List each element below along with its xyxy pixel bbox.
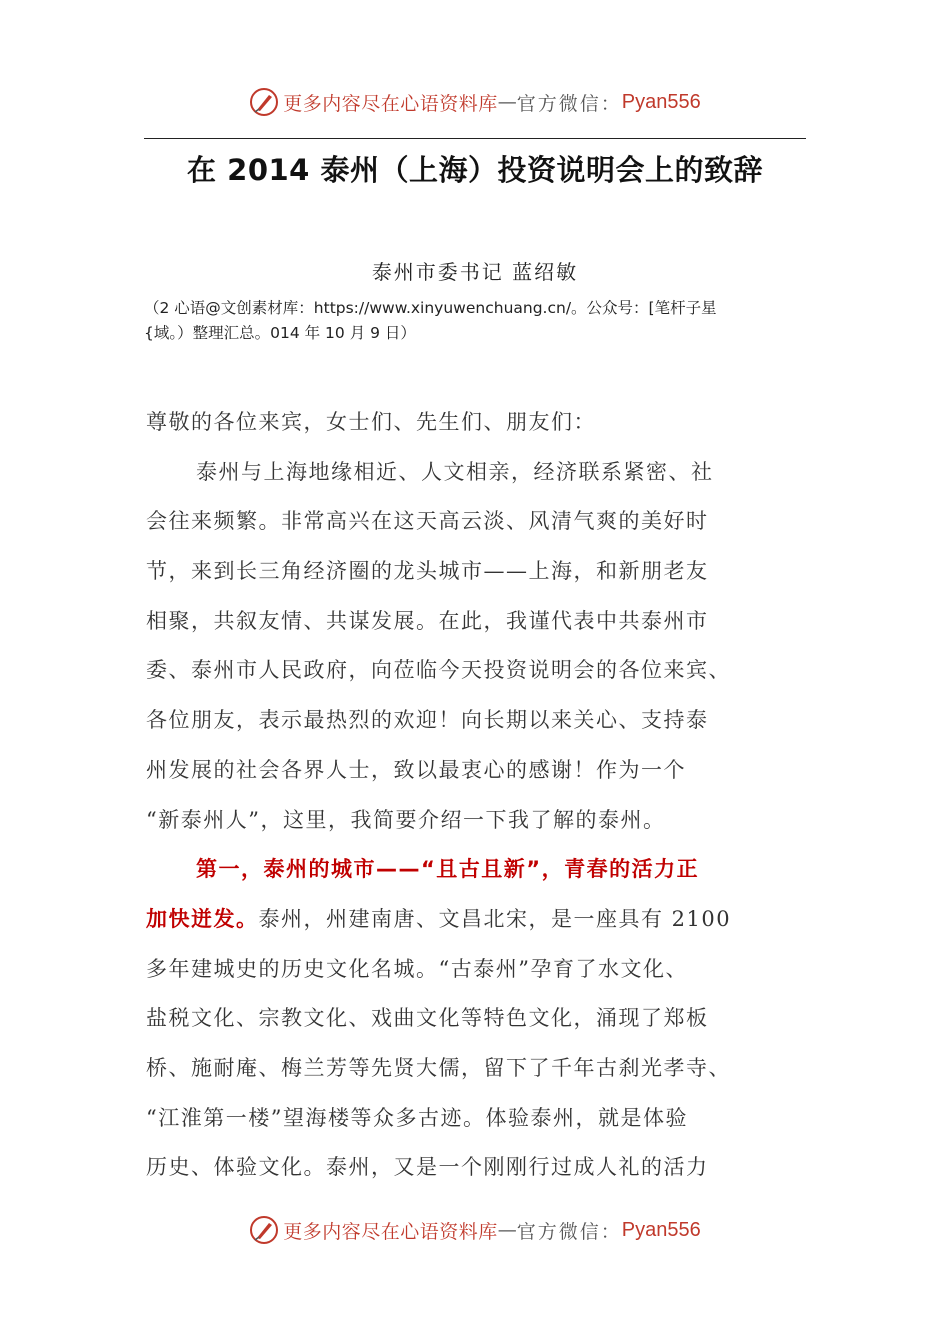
author-line: 泰州市委书记 蓝绍敏: [371, 260, 579, 284]
source-note: [144, 296, 809, 346]
quill-logo-icon: [249, 1215, 279, 1245]
body-line: “江淮第一楼”望海楼等众多古迹。体验泰州，就是体验: [146, 1105, 688, 1130]
body-line: “新泰州人”，这里，我简要介绍一下我了解的泰州。: [146, 807, 666, 832]
banner-label: 官方微信：: [516, 1220, 622, 1243]
body-line: 各位朋友，表示最热烈的欢迎！向长期以来关心、支持泰: [146, 708, 709, 733]
banner-wechat-id: Pyan556: [621, 90, 701, 113]
body-line: 盐税文化、宗教文化、戏曲文化等特色文化，涌现了郑板: [146, 1006, 709, 1031]
footer-banner: [0, 1210, 950, 1250]
banner-main-text: 更多内容尽在心语资料库: [283, 1220, 498, 1243]
banner-dash: —: [497, 1219, 517, 1241]
body-line: 会往来频繁。非常高兴在这天高云淡、风清气爽的美好时: [146, 509, 709, 534]
body-line: 州发展的社会各界人士，致以最衷心的感谢！作为一个: [146, 757, 686, 782]
page-title: 在 2014 泰州（上海）投资说明会上的致辞: [187, 153, 763, 187]
body-line-text: 泰州，州建南唐、文昌北宋，是一座具有 2100: [258, 906, 732, 931]
header-banner: [0, 82, 950, 122]
body-line: 尊敬的各位来宾，女士们、先生们、朋友们：: [146, 410, 596, 434]
body-line: 历史、体验文化。泰州，又是一个刚刚行过成人礼的活力: [146, 1155, 709, 1180]
body-line: [146, 895, 808, 945]
body-line: 桥、施耐庵、梅兰芳等先贤大儒，留下了千年古刹光孝寺、: [146, 1055, 731, 1080]
banner-main-text: 更多内容尽在心语资料库: [283, 92, 498, 115]
header-divider: [144, 138, 806, 139]
speech-body: [146, 398, 808, 1193]
section-heading-1-end: 加快迸发。: [146, 906, 259, 931]
banner-wechat-id: Pyan556: [621, 1218, 701, 1241]
banner-dash: —: [497, 91, 517, 113]
source-note-line-1: （2 心语@文创素材库：https://www.xinyuwenchuang.cn/。公众号：[笔杆子星: [144, 299, 717, 317]
source-note-line-2: {域。）整理汇总。014 年 10 月 9 日）: [144, 324, 416, 342]
body-line: 泰州与上海地缘相近、人文相亲，经济联系紧密、社: [196, 459, 714, 484]
body-line: 委、泰州市人民政府，向莅临今天投资说明会的各位来宾、: [146, 658, 731, 683]
body-line: 多年建城史的历史文化名城。“古泰州”孕育了水文化、: [146, 956, 688, 981]
banner-label: 官方微信：: [516, 92, 622, 115]
quill-logo-icon: [249, 87, 279, 117]
body-line: 相聚，共叙友情、共谋发展。在此，我谨代表中共泰州市: [146, 608, 709, 633]
section-heading-1: 第一，泰州的城市——“且古且新”，青春的活力正: [196, 857, 700, 882]
body-line: 节，来到长三角经济圈的龙头城市——上海，和新朋老友: [146, 559, 709, 584]
